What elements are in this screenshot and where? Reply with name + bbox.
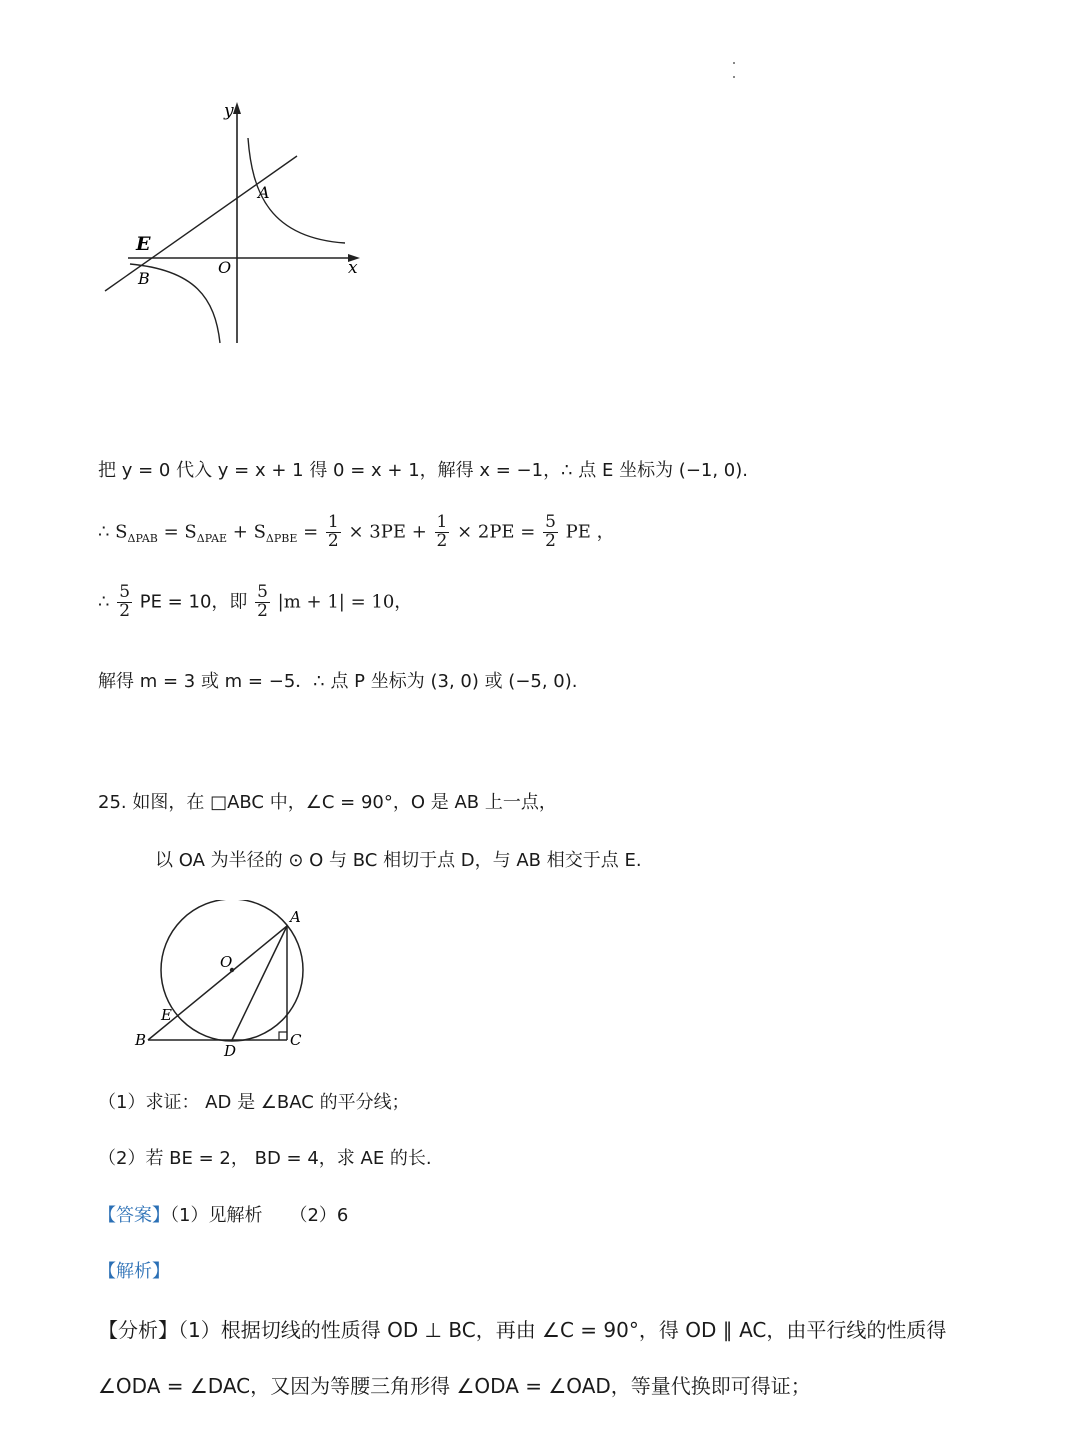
q25-line2: 以 OA 为半径的 ⊙ O 与 BC 相切于点 D，与 AB 相交于点 E. (155, 850, 642, 871)
fraction-five-halves: $\frac{5}{2}$ (545, 512, 556, 551)
l2-mid3: = (297, 521, 324, 543)
line-ea (105, 156, 297, 291)
fenxi-tag: 【分析】 (98, 1318, 178, 1342)
line-substitute: 把 y = 0 代入 y = x + 1 得 0 = x + 1，解得 x = −1，∴ 点 E 坐标为 (−1, 0). (98, 460, 748, 481)
line-solution-m: 解得 m = 3 或 m = −5．∴ 点 P 坐标为 (3, 0) 或 (−5, 0). (98, 671, 578, 692)
label-e: E (136, 233, 151, 255)
circle-triangle-figure (130, 900, 330, 1060)
l2-t1: × 3PE + (342, 521, 433, 543)
label-y: y (224, 101, 234, 121)
fig2-label-a: A (290, 908, 301, 926)
l2-sub2: ΔPAE (196, 531, 228, 545)
l2-mid1: = S (157, 521, 197, 543)
l2-t2: × 2PE = (451, 521, 542, 543)
fig2-label-b: B (135, 1031, 147, 1049)
line-equation-ten (98, 584, 412, 621)
l3-c: |m + 1| = 10， (271, 591, 413, 613)
fraction-five-halves-b: $\frac{5}{2}$ (257, 582, 268, 621)
l2-sub1: ΔPAB (127, 531, 158, 545)
answer-text: （1）见解析 （2）6 (170, 1205, 349, 1226)
fenxi-line1 (98, 1314, 946, 1343)
y-axis-arrow (233, 102, 241, 114)
fenxi-line2: ∠ODA = ∠DAC，又因为等腰三角形得 ∠ODA = ∠OAD，等量代换即可得证； (98, 1374, 811, 1398)
l3-a: ∴ (98, 591, 116, 613)
fraction-one-half-a: $\frac{1}{2}$ (327, 512, 339, 551)
sub-question-1: （1）求证： AD 是 ∠BAC 的平分线； (98, 1092, 410, 1113)
fenxi-text1: （1）根据切线的性质得 OD ⊥ BC，再由 ∠C = 90°，得 OD ∥ AC，由平行线的性质得 (178, 1318, 947, 1342)
line-area-sum (98, 514, 615, 551)
l2-t3: PE ， (559, 521, 615, 543)
l3-b: PE = 10，即 (134, 591, 254, 613)
l2-prefix: ∴ S (98, 521, 128, 543)
corner-marks (733, 62, 735, 82)
answer-tag: 【答案】 (98, 1205, 170, 1226)
answer-line (98, 1201, 348, 1227)
fig2-label-c: C (290, 1031, 302, 1049)
l2-sub3: ΔPBE (265, 531, 298, 545)
label-o: O (218, 258, 232, 277)
analysis-tag: 【解析】 (98, 1261, 170, 1282)
label-a: A (258, 183, 270, 202)
q25-line1: 25. 如图，在 □ABC 中，∠C = 90°，O 是 AB 上一点， (98, 792, 557, 813)
sub-question-2: （2）若 BE = 2， BD = 4，求 AE 的长. (98, 1148, 432, 1169)
l2-mid2: + S (227, 521, 266, 543)
right-angle-mark (279, 1032, 287, 1040)
label-x: x (348, 258, 358, 278)
hyperbola-figure (100, 98, 370, 348)
fig2-label-o: O (220, 953, 233, 971)
fig2-label-d: D (224, 1042, 237, 1060)
fraction-five-halves-a: $\frac{5}{2}$ (119, 582, 131, 621)
fraction-one-half-b: $\frac{1}{2}$ (436, 512, 448, 551)
fig2-label-e: E (161, 1006, 172, 1024)
label-b: B (138, 269, 150, 288)
